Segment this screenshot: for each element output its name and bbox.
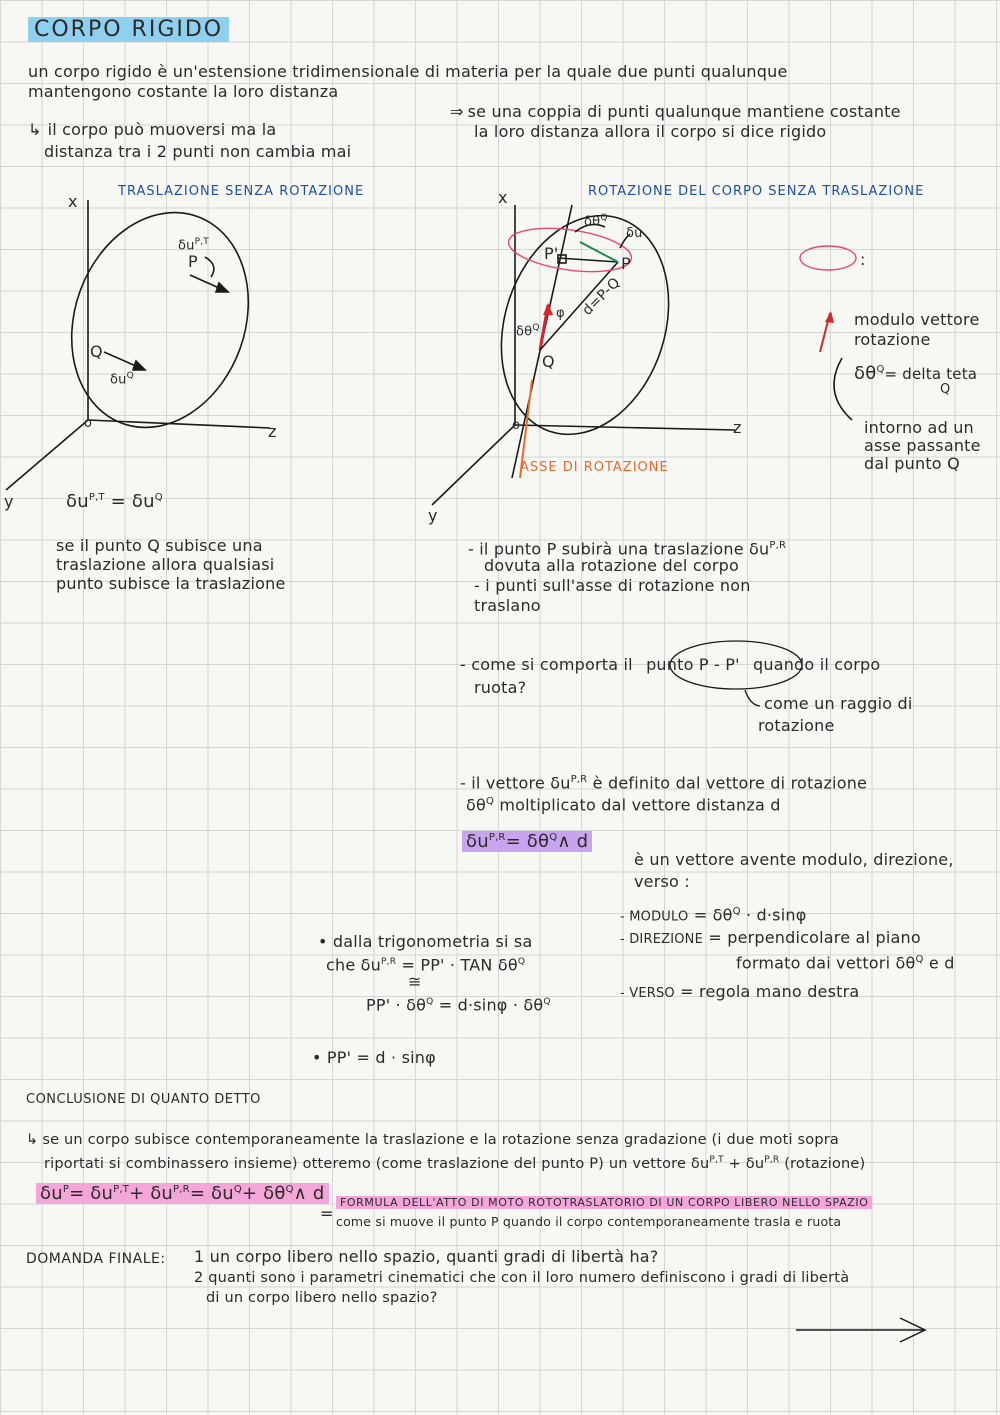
- rot-vec-a: - il vettore δu: [460, 773, 571, 793]
- right-dtheta-label: [516, 320, 540, 340]
- trig-line3-sup2: Q: [543, 997, 551, 1007]
- intro-note-text-1: il corpo può muoversi ma la: [47, 120, 277, 139]
- left-axis-z-label: z: [268, 422, 277, 441]
- rot-direzione-sup: Q: [915, 954, 924, 965]
- left-text-line-1: se il punto Q subisce una: [56, 536, 263, 555]
- rot-q-b: quando il corpo: [753, 655, 881, 674]
- trig-line2-a: che δu: [326, 955, 381, 975]
- legend-red-arrowhead: [825, 311, 834, 323]
- left-formula-b: = δu: [110, 491, 155, 512]
- rot-verso-val: = regola mano destra: [680, 982, 860, 1001]
- trig-line2-b: = PP' · TAN δθ: [401, 955, 518, 975]
- right-body-ellipse: [474, 194, 695, 456]
- conclusion-formula-name: [336, 1196, 872, 1210]
- left-heading: TRASLAZIONE SENZA ROTAZIONE: [118, 184, 365, 199]
- rotation-vector-head: [543, 303, 553, 315]
- legend-ellipse-eq: :: [860, 250, 866, 269]
- left-point-p: P: [188, 252, 198, 271]
- right-d-label: d=P-Q: [579, 274, 624, 319]
- left-text-line-2: traslazione allora qualsiasi: [56, 555, 275, 574]
- conclusion-formula-name-text: FORMULA DELL'ATTO DI MOTO ROTOTRASLATORIO DI UN CORPO LIBERO NELLO SPAZIO: [336, 1196, 872, 1209]
- rot-vec-b: è definito dal vettore di rotazione: [592, 773, 868, 793]
- legend-around-1: intorno ad un: [864, 418, 974, 437]
- left-origin-label: o: [84, 416, 93, 431]
- right-dtheta-top-text: δθ: [584, 214, 601, 230]
- final-question-label: DOMANDA FINALE:: [26, 1251, 166, 1267]
- cf-c: + δu: [129, 1183, 174, 1204]
- left-formula-sup: P,T: [88, 492, 105, 503]
- trig-line3-a: PP' · δθ: [366, 995, 427, 1015]
- rot-vec2-sup: Q: [485, 796, 495, 807]
- right-axis-z: [515, 425, 735, 430]
- left-formula-sup2: Q: [154, 492, 163, 503]
- right-axis-x-label: x: [498, 188, 508, 207]
- right-origin-label: o: [512, 418, 521, 433]
- rot-direzione-line2: [736, 950, 955, 973]
- rotation-axis-label: ASSE DI ROTAZIONE: [520, 460, 669, 475]
- legend-module-1: modulo vettore: [854, 310, 980, 329]
- left-du-p-sup: P,T: [194, 237, 209, 247]
- page-title-text: CORPO RIGIDO: [28, 17, 229, 42]
- left-formula-a: δu: [66, 491, 89, 512]
- final-question-1: 1 un corpo libero nello spazio, quanti gradi di libertà ha?: [194, 1247, 659, 1266]
- right-point-q: Q: [542, 352, 555, 371]
- left-du-q-label: [110, 368, 134, 388]
- cf-sup5: Q: [285, 1184, 294, 1195]
- left-axis-y-label: y: [4, 492, 14, 511]
- rot-question-line1: [460, 655, 880, 675]
- left-p-hook: [205, 257, 214, 277]
- rot-formula-sup2: Q: [549, 832, 558, 843]
- rot-direzione-end: e d: [928, 953, 955, 973]
- cf-d: = δu: [189, 1183, 234, 1204]
- right-axis-y: [432, 425, 515, 505]
- rot-q-answer-1: come un raggio di: [764, 694, 913, 713]
- trig-line-4: • PP' = d · sinφ: [312, 1048, 436, 1067]
- left-du-q-sup: Q: [126, 371, 134, 381]
- rot-direzione-val-2: formato dai vettori δθ: [736, 953, 916, 973]
- final-question-2: 2 quanti sono i parametri cinematici che con il loro numero definiscono i gradi di libertà: [194, 1270, 850, 1286]
- rot-direzione-val-1: = perpendicolare al piano: [708, 928, 921, 947]
- rot-formula: [462, 828, 592, 852]
- cf-a: δu: [40, 1183, 63, 1204]
- rot-formula-a: δu: [466, 831, 489, 852]
- conclusion-line2-a: riportati si combinassero insieme) otteremo (come traslazione del punto P) un vettore δu: [44, 1155, 710, 1172]
- cf-f: ∧ d: [293, 1183, 325, 1204]
- left-du-p-text: δu: [178, 238, 195, 254]
- answer-arrow: [745, 690, 760, 706]
- rot-modulo-end: · d·sinφ: [745, 905, 807, 925]
- left-du-p-arrowhead: [216, 283, 228, 292]
- left-du-q-text: δu: [110, 372, 127, 388]
- trig-line-1: • dalla trigonometria si sa: [318, 932, 533, 951]
- legend-delta-desc: = delta teta: [884, 365, 978, 383]
- intro-line-2: mantengono costante la loro distanza: [28, 82, 339, 101]
- intro-implies-line-1: [450, 102, 901, 122]
- right-phi-label: φ: [556, 306, 565, 321]
- rot-formula-highlight: [462, 831, 592, 852]
- rot-direzione-label: - DIREZIONE: [620, 932, 704, 947]
- intro-note-line-1: [28, 120, 276, 140]
- intro-note-line-2: distanza tra i 2 punti non cambia mai: [44, 142, 352, 161]
- legend-delta-text: δθ: [854, 363, 877, 384]
- rot-vec-sup: P,R: [570, 774, 588, 785]
- cf-b: = δu: [69, 1183, 114, 1204]
- intro-implies-line-2: la loro distanza allora il corpo si dice rigido: [474, 122, 827, 141]
- conclusion-formula-highlight: [36, 1183, 329, 1204]
- right-dr-label: δu: [626, 226, 643, 241]
- rot-modulo-label: - MODULO: [620, 909, 689, 925]
- cf-sup2: P,T: [113, 1184, 130, 1195]
- conclusion-heading: CONCLUSIONE DI QUANTO DETTO: [26, 1092, 261, 1107]
- trig-line3-sup: Q: [426, 997, 434, 1007]
- final-question-2-line2: di un corpo libero nello spazio?: [206, 1290, 438, 1306]
- right-axis-z-label: z: [733, 418, 742, 437]
- left-du-q-arrowhead: [133, 361, 145, 370]
- left-point-q: Q: [90, 342, 103, 361]
- rot-direzione: [620, 928, 921, 950]
- rot-formula-b: = δθ: [505, 831, 550, 852]
- trig-line2-sup2: Q: [517, 957, 526, 967]
- conclusion-line2-c: (rotazione): [784, 1155, 866, 1172]
- rot-props-1: è un vettore avente modulo, direzione,: [634, 850, 954, 869]
- rot-modulo-val: = δθ: [693, 905, 733, 925]
- right-axis-y-label: y: [428, 506, 438, 525]
- rot-verso-label: - VERSO: [620, 986, 675, 1001]
- du-green: [580, 242, 618, 262]
- rotation-ellipse: [506, 222, 634, 279]
- conclusion-formula: [36, 1180, 329, 1204]
- rot-formula-sup: P,R: [488, 832, 506, 843]
- trig-line-2: [326, 952, 525, 975]
- trig-line-3: [366, 992, 551, 1015]
- rot-vec-line2: [466, 792, 781, 815]
- legend-around-2: asse passante: [864, 436, 981, 455]
- rot-modulo-sup: Q: [732, 906, 741, 917]
- intro-line-1: un corpo rigido è un'estensione tridimensionale di materia per la quale due punti qualunque: [28, 62, 788, 81]
- rot-vec2-a: δθ: [466, 795, 486, 815]
- page-title: [28, 16, 229, 44]
- right-dtheta-top-sup: Q: [600, 213, 608, 223]
- left-axis-x-label: x: [68, 192, 78, 211]
- trig-line2-sup: P,R: [381, 957, 397, 967]
- radius-pp: [558, 258, 618, 262]
- conclusion-line2-b: + δu: [728, 1155, 765, 1172]
- left-formula: [66, 488, 163, 512]
- right-dtheta-top: [584, 210, 608, 230]
- conclusion-line2-sup2: P,R: [764, 1155, 780, 1165]
- legend-delta-sub: Q: [940, 382, 951, 397]
- rot-verso: [620, 982, 859, 1004]
- legend-module-2: rotazione: [854, 330, 931, 349]
- trig-approx: ≅: [408, 972, 422, 991]
- conclusion-formula-desc: come si muove il punto P quando il corpo contemporaneamente trasla e ruota: [336, 1214, 842, 1229]
- rot-b2-line2: traslano: [474, 596, 541, 615]
- rot-vec-line1: [460, 770, 867, 793]
- right-heading: ROTAZIONE DEL CORPO SENZA TRASLAZIONE: [588, 184, 925, 199]
- cf-sup1: P: [62, 1184, 70, 1195]
- cf-e: + δθ: [241, 1183, 286, 1204]
- arrow-icon: ↳: [28, 120, 42, 139]
- implies-arrow-icon: ⇒: [450, 102, 464, 121]
- rot-b1-text: - il punto P subirà una traslazione δu: [468, 539, 770, 559]
- trig-line3-b: = d·sinφ · δθ: [438, 995, 544, 1015]
- rot-b1-line2: dovuta alla rotazione del corpo: [484, 556, 739, 575]
- conclusion-arrow-icon: ↳: [26, 1132, 39, 1148]
- right-point-pp: P': [544, 244, 559, 263]
- right-dtheta-text: δθ: [516, 324, 533, 340]
- rot-modulo: [620, 902, 806, 927]
- rot-q-answer-2: rotazione: [758, 716, 835, 735]
- rot-vec2-b: moltiplicato dal vettore distanza d: [499, 795, 781, 815]
- rot-q-line2: ruota?: [474, 678, 527, 697]
- legend-ellipse: [800, 246, 856, 270]
- right-point-p: P: [621, 254, 631, 273]
- rot-b1-sup: P,R: [769, 540, 787, 551]
- conclusion-line1-text: se un corpo subisce contemporaneamente la traslazione e la rotazione senza gradazione (i due moti sopra: [42, 1132, 839, 1148]
- left-diagram: [6, 188, 277, 490]
- legend-around-3: dal punto Q: [864, 454, 960, 473]
- conclusion-line-1: [26, 1130, 839, 1150]
- left-text-line-3: punto subisce la traslazione: [56, 574, 286, 593]
- rot-props-2: verso :: [634, 872, 690, 891]
- legend-delta: [854, 360, 977, 384]
- rot-b2-line1: - i punti sull'asse di rotazione non: [474, 576, 751, 595]
- rot-formula-c: ∧ d: [557, 831, 589, 852]
- cf-sup4: Q: [233, 1184, 242, 1195]
- conclusion-eq: =: [320, 1204, 334, 1223]
- rot-q-a: - come si comporta il: [460, 655, 633, 674]
- right-dtheta-sup: Q: [532, 323, 540, 333]
- cf-sup3: P,R: [173, 1184, 190, 1195]
- left-body-ellipse: [43, 188, 278, 453]
- rot-q-circled: punto P - P': [646, 655, 740, 674]
- left-axis-y: [6, 420, 88, 490]
- intro-implies-text-1: se una coppia di punti qualunque mantiene costante: [467, 102, 901, 121]
- conclusion-line2-sup: P,T: [709, 1155, 724, 1165]
- legend-bracket: [834, 358, 852, 420]
- legend-delta-sup: Q: [876, 364, 885, 375]
- conclusion-line-2: [44, 1150, 865, 1174]
